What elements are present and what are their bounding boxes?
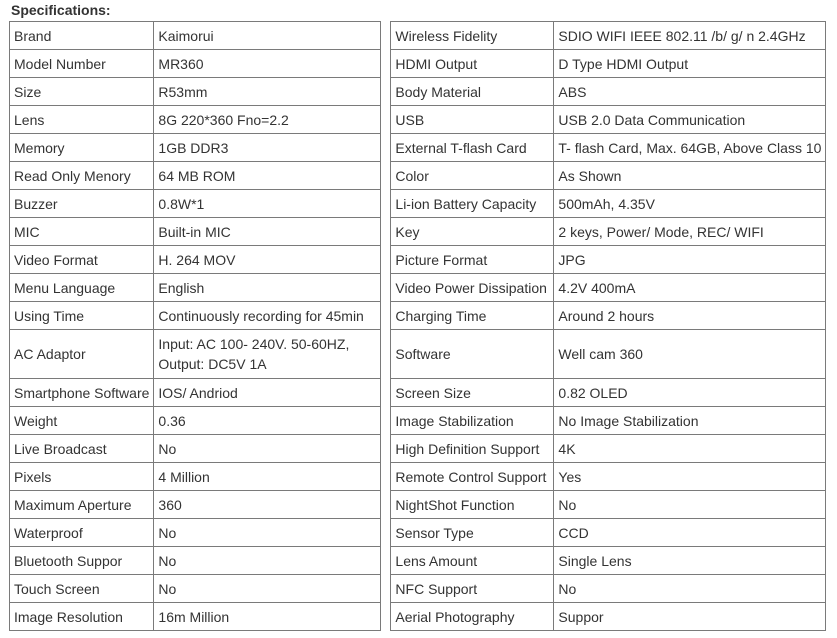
specifications-table [9, 21, 826, 631]
spec-value: 0.8W*1 [154, 190, 381, 218]
spec-label: Waterproof [10, 519, 154, 547]
spec-value: T- flash Card, Max. 64GB, Above Class 10 [554, 134, 826, 162]
spec-value: 2 keys, Power/ Mode, REC/ WIFI [554, 218, 826, 246]
spec-label: Lens Amount [391, 547, 554, 575]
spec-label: Picture Format [391, 246, 554, 274]
spec-label: Buzzer [10, 190, 154, 218]
spec-label: High Definition Support [391, 435, 554, 463]
table-row [10, 134, 826, 162]
spec-value: Well cam 360 [554, 330, 826, 379]
spec-value: 0.36 [154, 407, 381, 435]
spec-label: Charging Time [391, 302, 554, 330]
spec-label: External T-flash Card [391, 134, 554, 162]
spec-value: Single Lens [554, 547, 826, 575]
column-divider [381, 134, 391, 162]
spec-value: As Shown [554, 162, 826, 190]
table-row [10, 106, 826, 134]
spec-value: Suppor [554, 603, 826, 631]
spec-label: Live Broadcast [10, 435, 154, 463]
table-row [10, 50, 826, 78]
table-row [10, 162, 826, 190]
spec-label: Bluetooth Suppor [10, 547, 154, 575]
spec-value: JPG [554, 246, 826, 274]
spec-label: HDMI Output [391, 50, 554, 78]
spec-value: 360 [154, 491, 381, 519]
column-divider [381, 575, 391, 603]
column-divider [381, 190, 391, 218]
spec-value: Yes [554, 463, 826, 491]
spec-value: Input: AC 100- 240V. 50-60HZ, Output: DC5V 1A [154, 330, 381, 379]
specifications-table-body [10, 22, 826, 631]
table-row [10, 575, 826, 603]
column-divider [381, 379, 391, 407]
table-row [10, 435, 826, 463]
spec-value: USB 2.0 Data Communication [554, 106, 826, 134]
column-divider [381, 106, 391, 134]
spec-label: Model Number [10, 50, 154, 78]
spec-value: No [154, 547, 381, 575]
table-row [10, 379, 826, 407]
spec-value: ABS [554, 78, 826, 106]
table-row [10, 78, 826, 106]
spec-label: Smartphone Software [10, 379, 154, 407]
table-row [10, 407, 826, 435]
spec-value: No Image Stabilization [554, 407, 826, 435]
column-divider [381, 302, 391, 330]
spec-label: AC Adaptor [10, 330, 154, 379]
spec-label: NFC Support [391, 575, 554, 603]
spec-label: Image Stabilization [391, 407, 554, 435]
spec-label: Read Only Menory [10, 162, 154, 190]
table-row [10, 22, 826, 50]
spec-value: MR360 [154, 50, 381, 78]
spec-label: Lens [10, 106, 154, 134]
spec-value: 4 Million [154, 463, 381, 491]
spec-value: 1GB DDR3 [154, 134, 381, 162]
spec-value: IOS/ Andriod [154, 379, 381, 407]
spec-label: Key [391, 218, 554, 246]
spec-label: Menu Language [10, 274, 154, 302]
column-divider [381, 22, 391, 50]
spec-label: Brand [10, 22, 154, 50]
spec-label: Aerial Photography [391, 603, 554, 631]
table-row [10, 190, 826, 218]
spec-label: Body Material [391, 78, 554, 106]
spec-value: 4K [554, 435, 826, 463]
column-divider [381, 50, 391, 78]
column-divider [381, 519, 391, 547]
spec-value: 8G 220*360 Fno=2.2 [154, 106, 381, 134]
spec-label: Screen Size [391, 379, 554, 407]
spec-label: Remote Control Support [391, 463, 554, 491]
column-divider [381, 78, 391, 106]
table-row [10, 547, 826, 575]
spec-value: English [154, 274, 381, 302]
column-divider [381, 246, 391, 274]
column-divider [381, 603, 391, 631]
column-divider [381, 407, 391, 435]
column-divider [381, 491, 391, 519]
spec-value: 4.2V 400mA [554, 274, 826, 302]
table-row [10, 491, 826, 519]
spec-value: H. 264 MOV [154, 246, 381, 274]
spec-label: MIC [10, 218, 154, 246]
column-divider [381, 162, 391, 190]
spec-value: Continuously recording for 45min [154, 302, 381, 330]
column-divider [381, 274, 391, 302]
spec-value: 500mAh, 4.35V [554, 190, 826, 218]
spec-label: Using Time [10, 302, 154, 330]
table-row [10, 603, 826, 631]
spec-value: Kaimorui [154, 22, 381, 50]
spec-value: 64 MB ROM [154, 162, 381, 190]
column-divider [381, 330, 391, 379]
column-divider [381, 463, 391, 491]
spec-label: USB [391, 106, 554, 134]
spec-label: Image Resolution [10, 603, 154, 631]
spec-value: Around 2 hours [554, 302, 826, 330]
table-row [10, 274, 826, 302]
spec-label: Maximum Aperture [10, 491, 154, 519]
table-row [10, 246, 826, 274]
spec-label: Wireless Fidelity [391, 22, 554, 50]
table-row [10, 519, 826, 547]
table-row [10, 218, 826, 246]
spec-value: No [154, 519, 381, 547]
spec-label: Video Format [10, 246, 154, 274]
specifications-heading: Specifications: [11, 2, 111, 18]
table-row [10, 330, 826, 379]
spec-value: CCD [554, 519, 826, 547]
table-row [10, 463, 826, 491]
spec-value: No [154, 575, 381, 603]
column-divider [381, 218, 391, 246]
spec-label: Sensor Type [391, 519, 554, 547]
spec-value: No [154, 435, 381, 463]
column-divider [381, 435, 391, 463]
spec-label: Touch Screen [10, 575, 154, 603]
spec-value: 16m Million [154, 603, 381, 631]
spec-value: SDIO WIFI IEEE 802.11 /b/ g/ n 2.4GHz [554, 22, 826, 50]
spec-label: NightShot Function [391, 491, 554, 519]
spec-label: Pixels [10, 463, 154, 491]
spec-value: No [554, 575, 826, 603]
spec-label: Software [391, 330, 554, 379]
spec-label: Memory [10, 134, 154, 162]
spec-value: Built-in MIC [154, 218, 381, 246]
spec-value: No [554, 491, 826, 519]
spec-value: R53mm [154, 78, 381, 106]
spec-value: 0.82 OLED [554, 379, 826, 407]
spec-label: Li-ion Battery Capacity [391, 190, 554, 218]
spec-label: Video Power Dissipation [391, 274, 554, 302]
spec-label: Weight [10, 407, 154, 435]
spec-value: D Type HDMI Output [554, 50, 826, 78]
table-row [10, 302, 826, 330]
spec-label: Color [391, 162, 554, 190]
column-divider [381, 547, 391, 575]
spec-label: Size [10, 78, 154, 106]
